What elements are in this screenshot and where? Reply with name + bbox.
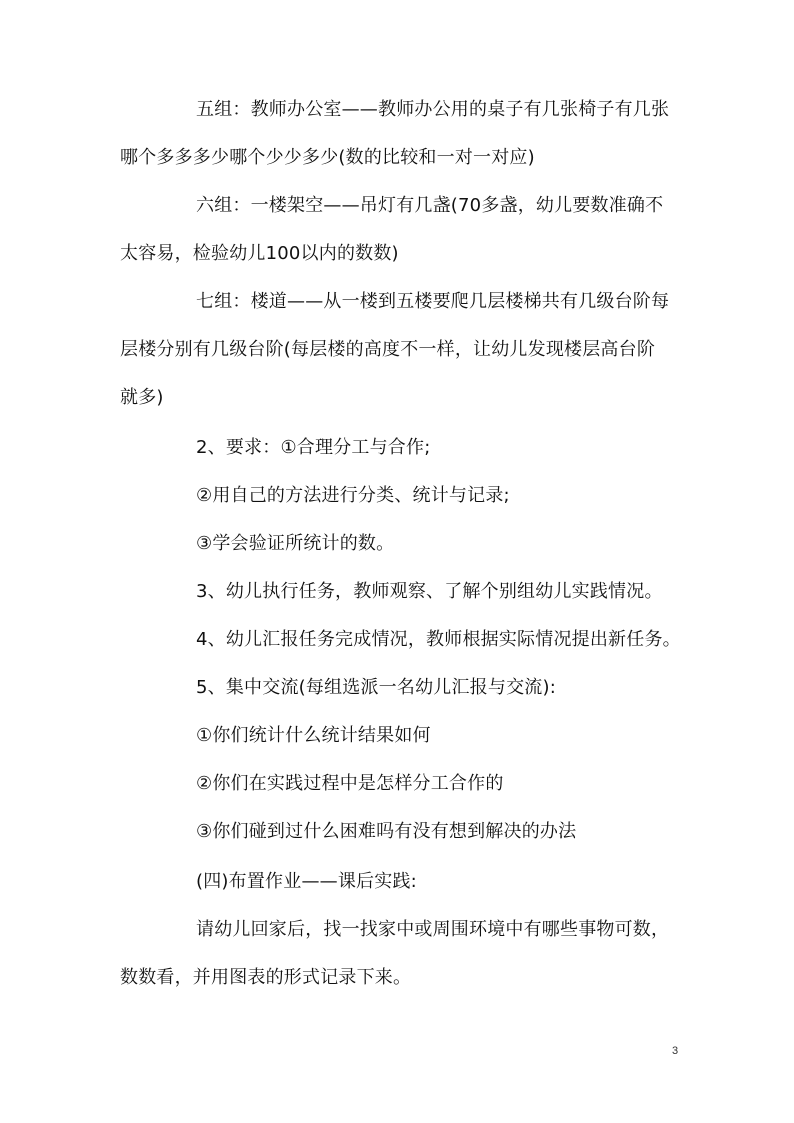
paragraph-line: 层楼分别有几级台阶(每层楼的高度不一样，让幼儿发现楼层高台阶 <box>120 339 656 360</box>
paragraph-line: (四)布置作业——课后实践: <box>196 871 417 892</box>
paragraph-line: 数数看，并用图表的形式记录下来。 <box>120 967 412 988</box>
page-number: 3 <box>672 1045 679 1057</box>
paragraph-line: 五组：教师办公室——教师办公用的桌子有几张椅子有几张 <box>196 99 670 120</box>
paragraph-line: 六组：一楼架空——吊灯有几盏(70多盏，幼儿要数准确不 <box>196 195 664 216</box>
paragraph-line: 七组：楼道——从一楼到五楼要爬几层楼梯共有几级台阶每 <box>196 291 670 312</box>
paragraph-line: 哪个多多多少哪个少少多少(数的比较和一对一对应) <box>120 147 535 168</box>
paragraph-line: ③你们碰到过什么困难吗有没有想到解决的办法 <box>196 821 577 842</box>
paragraph-line: ③学会验证所统计的数。 <box>196 533 395 554</box>
paragraph-line: ①你们统计什么统计结果如何 <box>196 725 431 746</box>
paragraph-line: ②你们在实践过程中是怎样分工合作的 <box>196 773 504 794</box>
paragraph-line: 请幼儿回家后，找一找家中或周围环境中有哪些事物可数， <box>196 919 670 940</box>
paragraph-line: 4、幼儿汇报任务完成情况，教师根据实际情况提出新任务。 <box>196 629 681 650</box>
paragraph-line: 5、集中交流(每组选派一名幼儿汇报与交流): <box>196 677 556 698</box>
paragraph-line: ②用自己的方法进行分类、统计与记录; <box>196 485 510 506</box>
paragraph-line: 就多) <box>120 387 164 408</box>
paragraph-line: 3、幼儿执行任务，教师观察、了解个别组幼儿实践情况。 <box>196 581 663 602</box>
paragraph-line: 太容易，检验幼儿100以内的数数) <box>120 243 399 264</box>
paragraph-line: 2、要求：①合理分工与合作; <box>196 437 431 458</box>
